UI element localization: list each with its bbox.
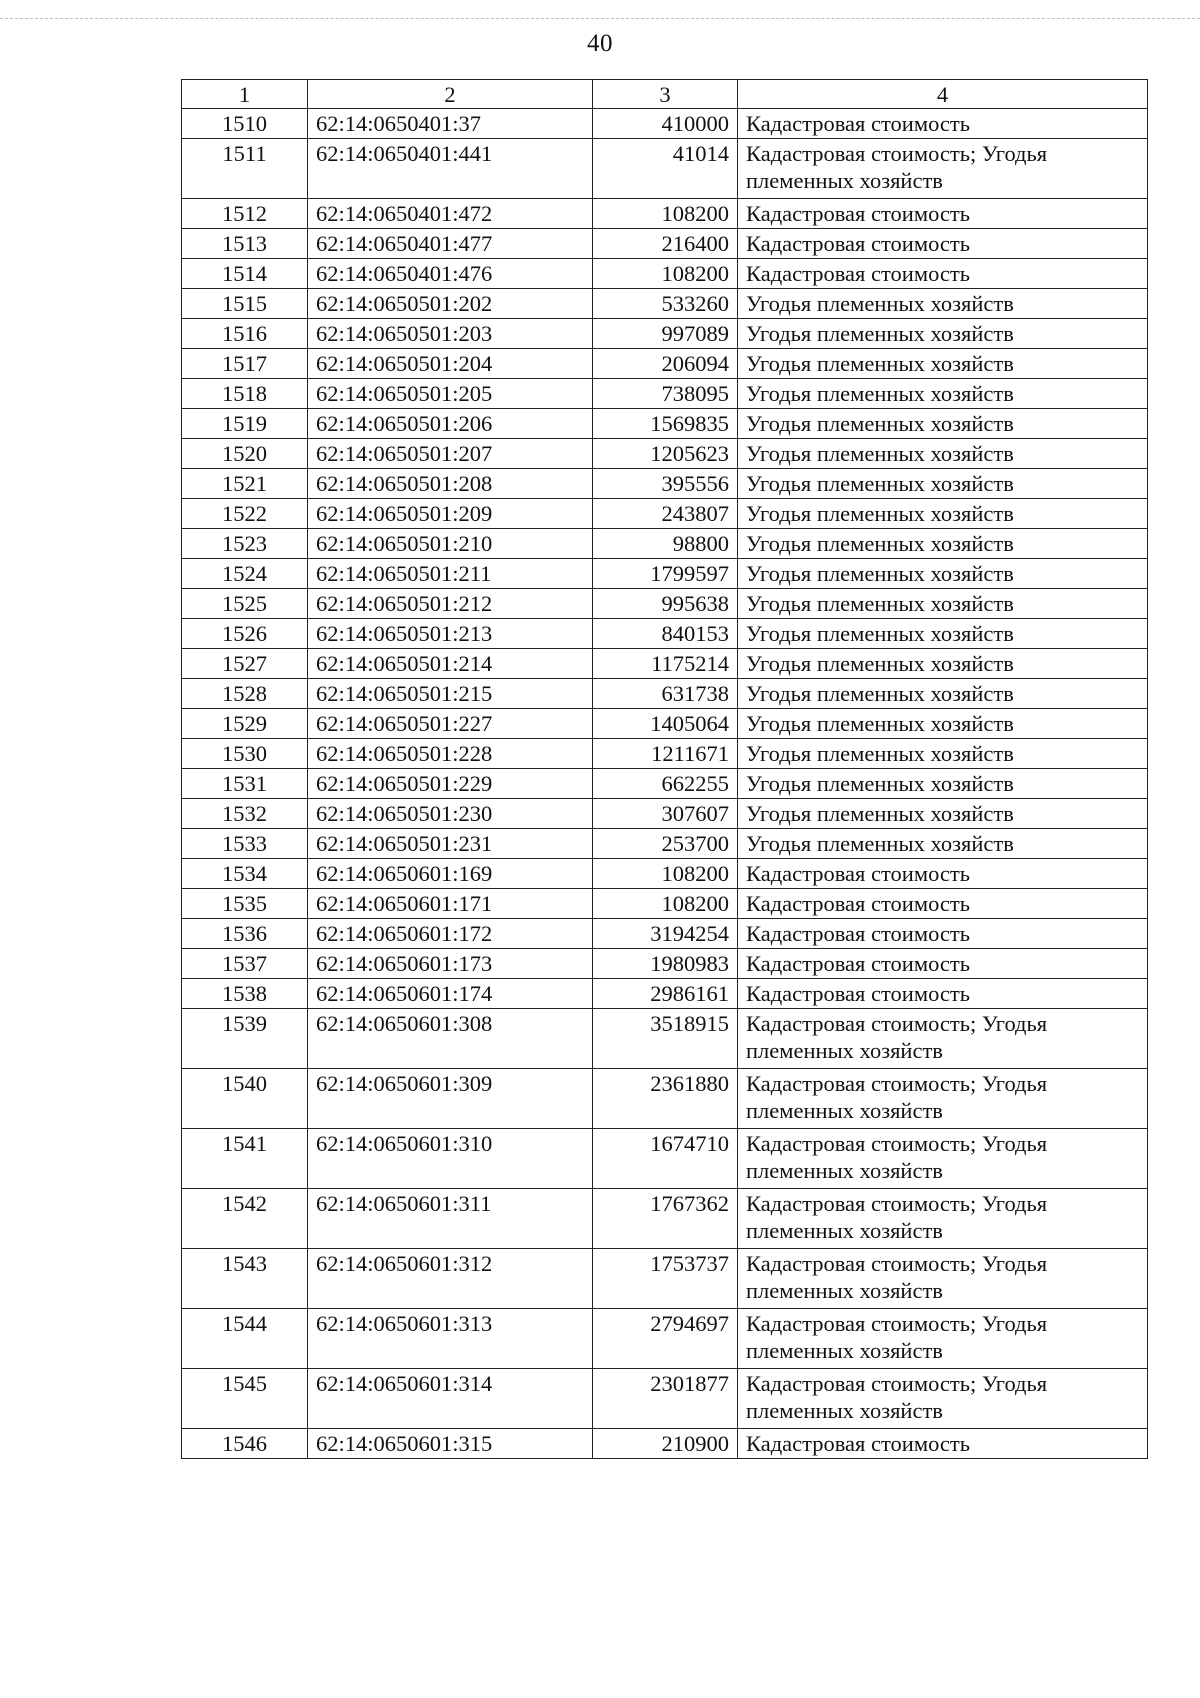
row-number: 1515 [182,289,308,319]
cadastral-number: 62:14:0650401:477 [308,229,593,259]
table-row [182,709,1148,739]
note-cell: Кадастровая стоимость; Угодья племенных хозяйств [738,1189,1148,1249]
cadastral-number: 62:14:0650401:37 [308,109,593,139]
note-cell: Кадастровая стоимость [738,949,1148,979]
value-cell: 662255 [593,769,738,799]
note-cell: Угодья племенных хозяйств [738,559,1148,589]
value-cell: 1753737 [593,1249,738,1309]
note-cell: Угодья племенных хозяйств [738,289,1148,319]
row-number: 1514 [182,259,308,289]
value-cell: 243807 [593,499,738,529]
cadastral-number: 62:14:0650601:172 [308,919,593,949]
row-number: 1510 [182,109,308,139]
cadastral-number: 62:14:0650601:308 [308,1009,593,1069]
note-cell: Кадастровая стоимость [738,919,1148,949]
table-row [182,1249,1148,1309]
table-row [182,1309,1148,1369]
value-cell: 3518915 [593,1009,738,1069]
row-number: 1546 [182,1429,308,1459]
note-cell: Угодья племенных хозяйств [738,379,1148,409]
cadastral-number: 62:14:0650501:230 [308,799,593,829]
table-row [182,679,1148,709]
value-cell: 738095 [593,379,738,409]
table-row [182,319,1148,349]
value-cell: 995638 [593,589,738,619]
note-cell: Кадастровая стоимость; Угодья племенных хозяйств [738,1309,1148,1369]
row-number: 1536 [182,919,308,949]
value-cell: 210900 [593,1429,738,1459]
cadastral-number: 62:14:0650501:212 [308,589,593,619]
table-row [182,469,1148,499]
value-cell: 631738 [593,679,738,709]
value-cell: 395556 [593,469,738,499]
cadastral-number: 62:14:0650401:476 [308,259,593,289]
table-row [182,1009,1148,1069]
note-cell: Угодья племенных хозяйств [738,769,1148,799]
value-cell: 41014 [593,139,738,199]
note-cell: Кадастровая стоимость [738,979,1148,1009]
row-number: 1524 [182,559,308,589]
table-row [182,499,1148,529]
value-cell: 3194254 [593,919,738,949]
value-cell: 2794697 [593,1309,738,1369]
table-row [182,1189,1148,1249]
table-row [182,109,1148,139]
note-cell: Кадастровая стоимость [738,889,1148,919]
value-cell: 1674710 [593,1129,738,1189]
cadastral-number: 62:14:0650501:214 [308,649,593,679]
note-cell: Угодья племенных хозяйств [738,619,1148,649]
column-header-3: 3 [593,80,738,109]
row-number: 1543 [182,1249,308,1309]
row-number: 1532 [182,799,308,829]
value-cell: 1205623 [593,439,738,469]
cadastral-number: 62:14:0650501:207 [308,439,593,469]
value-cell: 997089 [593,319,738,349]
table-row [182,1129,1148,1189]
note-cell: Угодья племенных хозяйств [738,679,1148,709]
registry-table [181,79,1148,1459]
row-number: 1511 [182,139,308,199]
note-cell: Угодья племенных хозяйств [738,529,1148,559]
table-row [182,439,1148,469]
note-cell: Кадастровая стоимость; Угодья племенных хозяйств [738,139,1148,199]
cadastral-number: 62:14:0650601:310 [308,1129,593,1189]
cadastral-number: 62:14:0650601:311 [308,1189,593,1249]
table-row [182,619,1148,649]
table-row [182,919,1148,949]
cadastral-number: 62:14:0650601:315 [308,1429,593,1459]
note-cell: Кадастровая стоимость [738,1429,1148,1459]
note-cell: Угодья племенных хозяйств [738,409,1148,439]
table-row [182,829,1148,859]
cadastral-number: 62:14:0650401:441 [308,139,593,199]
row-number: 1535 [182,889,308,919]
value-cell: 410000 [593,109,738,139]
cadastral-number: 62:14:0650501:228 [308,739,593,769]
table-row [182,769,1148,799]
note-cell: Угодья племенных хозяйств [738,829,1148,859]
value-cell: 533260 [593,289,738,319]
table-row [182,559,1148,589]
row-number: 1523 [182,529,308,559]
table-row [182,979,1148,1009]
value-cell: 108200 [593,889,738,919]
row-number: 1527 [182,649,308,679]
row-number: 1541 [182,1129,308,1189]
cadastral-number: 62:14:0650501:229 [308,769,593,799]
note-cell: Угодья племенных хозяйств [738,469,1148,499]
row-number: 1519 [182,409,308,439]
table-row [182,229,1148,259]
cadastral-number: 62:14:0650601:173 [308,949,593,979]
cadastral-number: 62:14:0650601:312 [308,1249,593,1309]
cadastral-number: 62:14:0650501:204 [308,349,593,379]
note-cell: Кадастровая стоимость [738,109,1148,139]
cadastral-number: 62:14:0650501:202 [308,289,593,319]
row-number: 1545 [182,1369,308,1429]
cadastral-number: 62:14:0650601:174 [308,979,593,1009]
table-row [182,409,1148,439]
page-number: 40 [587,30,613,57]
row-number: 1518 [182,379,308,409]
note-cell: Угодья племенных хозяйств [738,739,1148,769]
row-number: 1512 [182,199,308,229]
value-cell: 307607 [593,799,738,829]
note-cell: Угодья племенных хозяйств [738,649,1148,679]
cadastral-number: 62:14:0650601:313 [308,1309,593,1369]
cadastral-number: 62:14:0650501:210 [308,529,593,559]
row-number: 1513 [182,229,308,259]
table-row [182,859,1148,889]
table-row [182,529,1148,559]
column-header-2: 2 [308,80,593,109]
note-cell: Угодья племенных хозяйств [738,799,1148,829]
row-number: 1534 [182,859,308,889]
table-row [182,349,1148,379]
table-row [182,589,1148,619]
row-number: 1531 [182,769,308,799]
row-number: 1526 [182,619,308,649]
table-body [182,109,1148,1459]
header-row [182,80,1148,109]
scan-edge-line [0,18,1200,19]
value-cell: 1175214 [593,649,738,679]
row-number: 1542 [182,1189,308,1249]
value-cell: 98800 [593,529,738,559]
value-cell: 2301877 [593,1369,738,1429]
cadastral-number: 62:14:0650501:206 [308,409,593,439]
value-cell: 206094 [593,349,738,379]
value-cell: 108200 [593,199,738,229]
row-number: 1540 [182,1069,308,1129]
row-number: 1533 [182,829,308,859]
table-row [182,259,1148,289]
value-cell: 1980983 [593,949,738,979]
value-cell: 253700 [593,829,738,859]
value-cell: 1799597 [593,559,738,589]
row-number: 1538 [182,979,308,1009]
note-cell: Угодья племенных хозяйств [738,709,1148,739]
row-number: 1517 [182,349,308,379]
table-row [182,139,1148,199]
table-row [182,1069,1148,1129]
table-header [182,80,1148,109]
note-cell: Кадастровая стоимость [738,259,1148,289]
row-number: 1539 [182,1009,308,1069]
row-number: 1516 [182,319,308,349]
row-number: 1522 [182,499,308,529]
table-row [182,949,1148,979]
row-number: 1525 [182,589,308,619]
row-number: 1544 [182,1309,308,1369]
table-row [182,889,1148,919]
note-cell: Кадастровая стоимость; Угодья племенных хозяйств [738,1249,1148,1309]
value-cell: 1405064 [593,709,738,739]
note-cell: Угодья племенных хозяйств [738,499,1148,529]
note-cell: Кадастровая стоимость [738,199,1148,229]
table-row [182,199,1148,229]
row-number: 1530 [182,739,308,769]
row-number: 1537 [182,949,308,979]
cadastral-number: 62:14:0650601:169 [308,859,593,889]
value-cell: 108200 [593,859,738,889]
note-cell: Кадастровая стоимость [738,229,1148,259]
value-cell: 108200 [593,259,738,289]
cadastral-number: 62:14:0650501:205 [308,379,593,409]
value-cell: 2986161 [593,979,738,1009]
cadastral-number: 62:14:0650501:209 [308,499,593,529]
cadastral-number: 62:14:0650501:231 [308,829,593,859]
column-header-1: 1 [182,80,308,109]
table-row [182,1369,1148,1429]
table-row [182,1429,1148,1459]
value-cell: 216400 [593,229,738,259]
note-cell: Кадастровая стоимость; Угодья племенных хозяйств [738,1009,1148,1069]
note-cell: Угодья племенных хозяйств [738,349,1148,379]
table-row [182,289,1148,319]
table-row [182,379,1148,409]
cadastral-number: 62:14:0650501:213 [308,619,593,649]
row-number: 1529 [182,709,308,739]
row-number: 1528 [182,679,308,709]
row-number: 1521 [182,469,308,499]
note-cell: Кадастровая стоимость; Угодья племенных хозяйств [738,1369,1148,1429]
value-cell: 840153 [593,619,738,649]
note-cell: Угодья племенных хозяйств [738,589,1148,619]
cadastral-number: 62:14:0650601:309 [308,1069,593,1129]
value-cell: 1569835 [593,409,738,439]
note-cell: Кадастровая стоимость [738,859,1148,889]
cadastral-number: 62:14:0650401:472 [308,199,593,229]
cadastral-number: 62:14:0650601:171 [308,889,593,919]
cadastral-number: 62:14:0650501:215 [308,679,593,709]
value-cell: 2361880 [593,1069,738,1129]
cadastral-number: 62:14:0650501:211 [308,559,593,589]
table-row [182,649,1148,679]
value-cell: 1211671 [593,739,738,769]
cadastral-number: 62:14:0650501:227 [308,709,593,739]
note-cell: Угодья племенных хозяйств [738,319,1148,349]
table-row [182,799,1148,829]
note-cell: Кадастровая стоимость; Угодья племенных хозяйств [738,1129,1148,1189]
cadastral-number: 62:14:0650501:203 [308,319,593,349]
note-cell: Угодья племенных хозяйств [738,439,1148,469]
value-cell: 1767362 [593,1189,738,1249]
table-row [182,739,1148,769]
row-number: 1520 [182,439,308,469]
note-cell: Кадастровая стоимость; Угодья племенных хозяйств [738,1069,1148,1129]
column-header-4: 4 [738,80,1148,109]
cadastral-number: 62:14:0650601:314 [308,1369,593,1429]
cadastral-number: 62:14:0650501:208 [308,469,593,499]
